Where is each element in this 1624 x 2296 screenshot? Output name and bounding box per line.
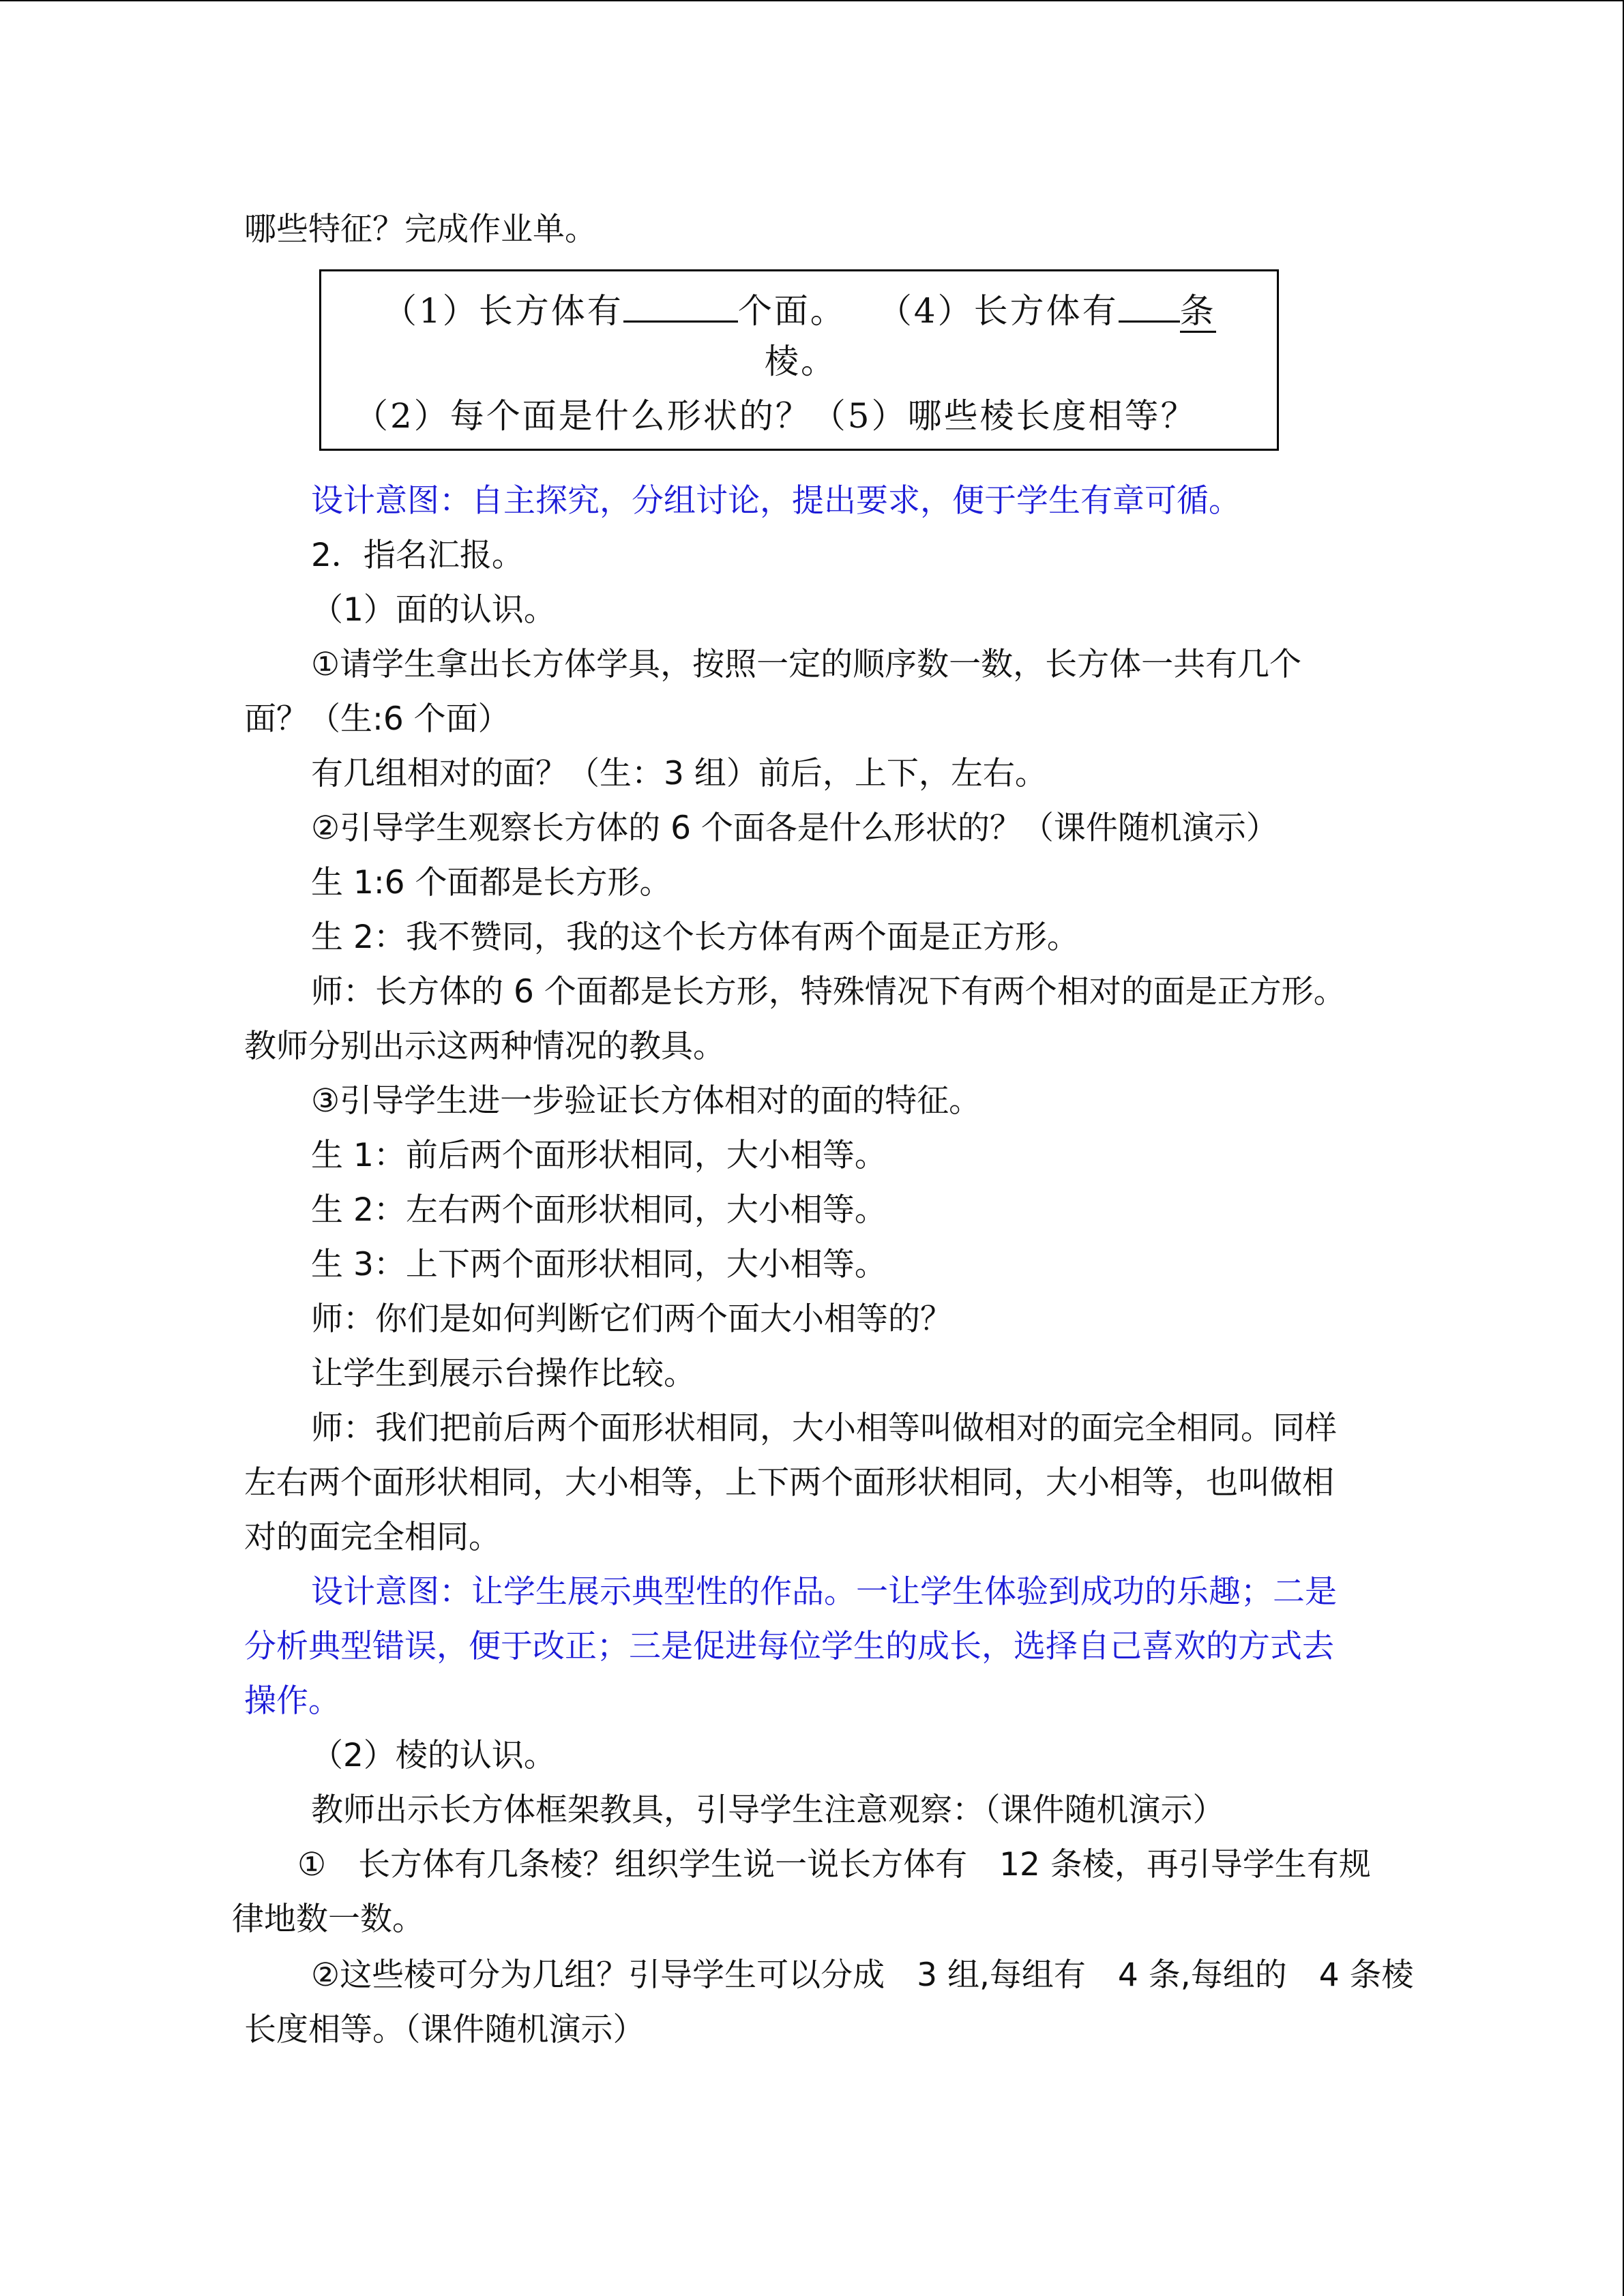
section-heading: 2．指名汇报。	[311, 537, 524, 574]
subsection-heading: （1）面的认识。	[311, 591, 556, 629]
worksheet-line-3: （2）每个面是什么形状的？（5）哪些棱长度相等？	[354, 396, 1197, 436]
worksheet-line-1	[383, 286, 1216, 333]
paragraph-line: 生 2：左右两个面形状相同，大小相等。	[311, 1191, 887, 1229]
paragraph-line: 长度相等。（课件随机演示）	[244, 2011, 645, 2048]
paragraph-line: ②引导学生观察长方体的 6 个面各是什么形状的？（课件随机演示）	[311, 809, 1278, 847]
paragraph-line: 对的面完全相同。	[244, 1519, 501, 1556]
paragraph-line: 让学生到展示台操作比较。	[311, 1355, 696, 1392]
paragraph-line: 师：长方体的 6 个面都是长方形，特殊情况下有两个相对的面是正方形。	[311, 973, 1346, 1011]
question-4-suffix: 条	[1180, 291, 1216, 333]
paragraph-line: 师：我们把前后两个面形状相同，大小相等叫做相对的面完全相同。同样	[311, 1410, 1337, 1447]
question-4-label: （4）长方体有	[877, 291, 1119, 331]
worksheet-line-2: 棱。	[765, 342, 837, 381]
question-1-suffix: 个面。	[737, 291, 846, 331]
paragraph-line: 哪些特征？完成作业单。	[244, 211, 597, 248]
paragraph-line: 生 1:6 个面都是长方形。	[311, 864, 672, 901]
design-intent-line: 设计意图：让学生展示典型性的作品。一让学生体验到成功的乐趣；二是	[311, 1573, 1337, 1611]
paragraph-line: 左右两个面形状相同，大小相等，上下两个面形状相同，大小相等，也叫做相	[244, 1464, 1334, 1502]
paragraph-line: 生 3：上下两个面形状相同，大小相等。	[311, 1246, 887, 1283]
subsection-heading: （2）棱的认识。	[311, 1737, 556, 1774]
paragraph-line: 生 2：我不赞同，我的这个长方体有两个面是正方形。	[311, 919, 1079, 956]
design-intent-line: 分析典型错误，便于改正；三是促进每位学生的成长，选择自己喜欢的方式去	[244, 1628, 1334, 1665]
paragraph-line: 生 1：前后两个面形状相同，大小相等。	[311, 1137, 887, 1174]
design-intent-line: 操作。	[244, 1682, 340, 1720]
paragraph-line: ②这些棱可分为几组？引导学生可以分成 3 组,每组有 4 条,每组的 4 条棱	[311, 1956, 1414, 1994]
paragraph-line: ③引导学生进一步验证长方体相对的面的特征。	[311, 1082, 981, 1120]
answer-blank-1	[623, 286, 738, 323]
answer-blank-4	[1119, 286, 1180, 323]
paragraph-line: ① 长方体有几条棱？组织学生说一说长方体有 12 条棱，再引导学生有规	[297, 1846, 1371, 1883]
worksheet-box	[319, 269, 1279, 451]
paragraph-line: 律地数一数。	[232, 1900, 424, 1938]
paragraph-line: 教师分别出示这两种情况的教具。	[244, 1028, 725, 1065]
paragraph-line: 师：你们是如何判断它们两个面大小相等的？	[311, 1300, 952, 1338]
paragraph-line: 有几组相对的面？（生：3 组）前后，上下，左右。	[311, 755, 1047, 792]
paragraph-line: 教师出示长方体框架教具，引导学生注意观察：（课件随机演示）	[311, 1791, 1225, 1829]
page-border-top	[0, 0, 1624, 1]
paragraph-line: 面？（生:6 个面）	[244, 700, 510, 738]
design-intent-line: 设计意图：自主探究，分组讨论，提出要求，便于学生有章可循。	[311, 482, 1241, 520]
paragraph-line: ①请学生拿出长方体学具，按照一定的顺序数一数，长方体一共有几个	[311, 646, 1302, 683]
question-1-label: （1）长方体有	[383, 291, 623, 331]
